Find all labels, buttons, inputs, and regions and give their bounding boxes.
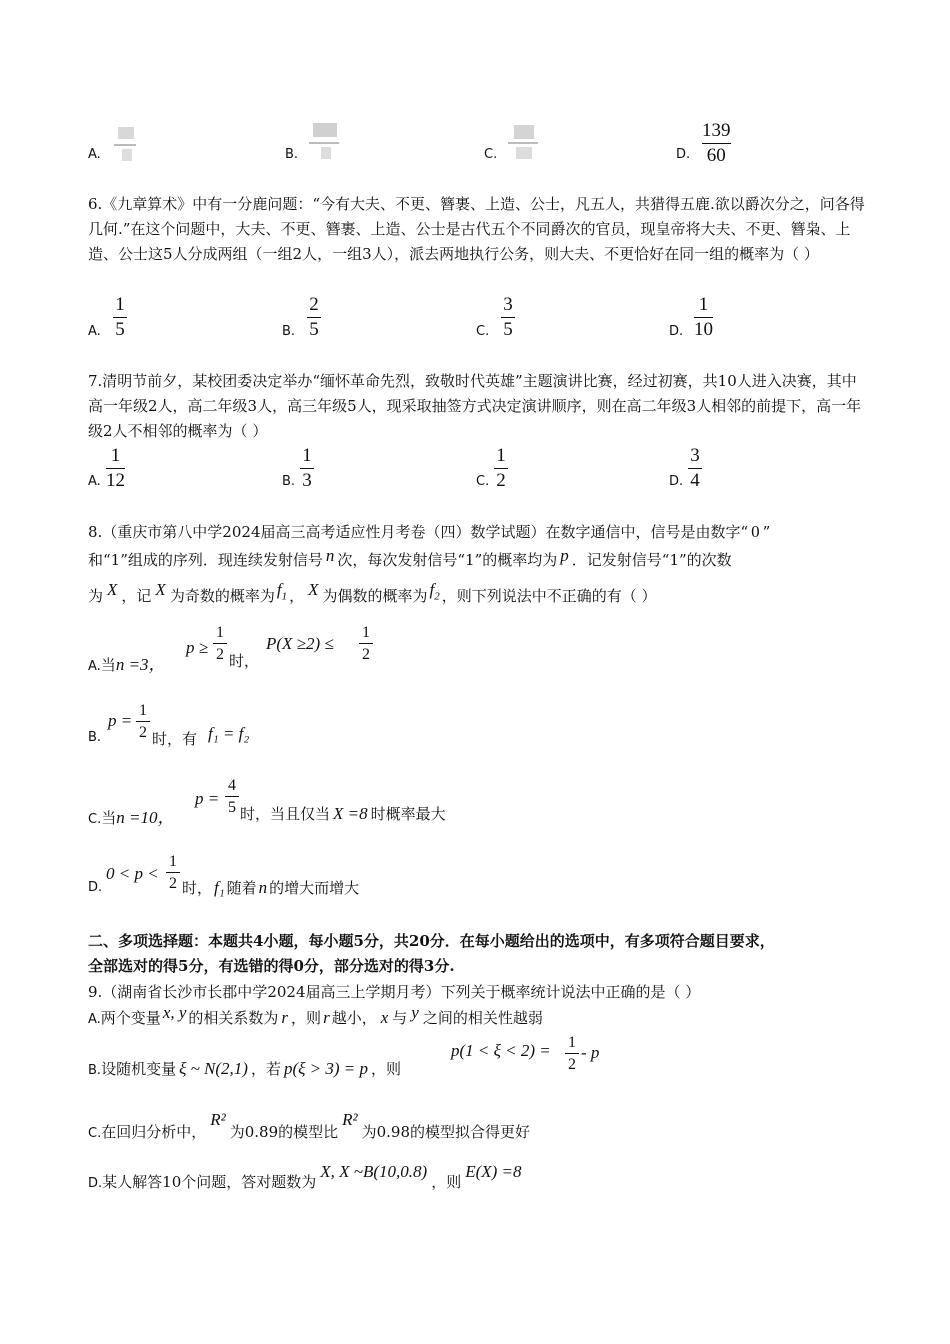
q9-option-d: D.某人解答10个问题，答对题数为X, X ~B(10,0.8)，则E(X) =8 xyxy=(88,1162,522,1191)
q9-option-a: A.两个变量 x, y 的相关系数为 r ，则 r 越小， x 与 y 之间的相关性越弱 xyxy=(88,1003,543,1027)
q8-d-fraction: 1 2 xyxy=(166,853,180,892)
q6-option-a-fraction: 1 5 xyxy=(113,295,127,340)
q8-stem-line3: 为 X ，记 X 为奇数的概率为 $f_1$ ， X 为偶数的概率为 $f_2$ ，则下列说法中不正确的有（ ） xyxy=(88,580,657,605)
q8-a-p-ge: p ≥ xyxy=(186,638,209,657)
blurred-formula-image xyxy=(110,125,138,165)
q5-option-a: A. xyxy=(88,147,101,162)
q6-option-d-label: D. xyxy=(669,324,684,339)
q8-option-b-label: B. xyxy=(88,730,102,745)
q8-option-a: A.当n =3， xyxy=(88,655,166,674)
blurred-formula-image xyxy=(307,121,341,161)
q7-option-d-fraction: 3 4 xyxy=(688,446,702,491)
q8-option-c: C.当n =10， xyxy=(88,808,175,827)
q9-option-c: C.在回归分析中，R²为0.89的模型比R²为0.98的模型拟合得更好 xyxy=(88,1110,531,1141)
q8-stem-line2: 和“1”组成的序列．现连续发射信号 n 次，每次发射信号“1”的概率均为 p ．记发射信号“1”的次数 xyxy=(88,546,732,569)
section2-heading-line1: 二、多项选择题：本题共4小题，每小题5分，共20分．在每小题给出的选项中，有多项符合题目要求， xyxy=(88,932,775,950)
q8-a-right-half: 1 2 xyxy=(359,624,373,663)
q5-option-b: B. xyxy=(285,147,298,162)
q6-option-c-fraction: 3 5 xyxy=(501,295,515,340)
q7-stem: 7.清明节前夕，某校团委决定举办“缅怀革命先烈，致敬时代英雄”主题演讲比赛，经过初赛，共10人进入决赛，其中高一年级2人，高二年级3人，高三年级5人，现采取抽签方式决定演讲顺序，则在高二年级3人相邻的前提下，高一年级2人不相邻的概率为（ ） xyxy=(88,372,862,440)
q8-b-eq: f₁ = f₂ xyxy=(208,724,250,743)
q9-b-result-tail: - p xyxy=(581,1043,600,1062)
q7-option-a-label: A. xyxy=(88,474,101,489)
q8-d-tail: 时， f₁ 随着 n 的增大而增大 xyxy=(182,878,360,897)
q8-c-fraction: 4 5 xyxy=(225,777,239,816)
q6-option-b-fraction: 2 5 xyxy=(307,295,321,340)
q8-b-p-eq: p = xyxy=(108,711,133,730)
blurred-formula-image xyxy=(506,123,540,163)
q5-option-d: D. xyxy=(676,147,691,162)
q7-option-b-fraction: 1 3 xyxy=(300,446,314,491)
section2-heading-line2: 全部选对的得5分，有选错的得0分，部分选对的得3分. xyxy=(88,957,455,975)
q8-b-half: 1 2 xyxy=(136,702,150,741)
q8-a-px: P(X ≥2) ≤ xyxy=(266,634,334,653)
q6-option-d-fraction: 1 10 xyxy=(694,294,713,340)
q8-stem-line1: 8.（重庆市第八中学2024届高三高考适应性月考卷（四）数学试题）在数字通信中，信号是由数字“ 0 ” xyxy=(88,522,771,541)
q7-option-b-label: B. xyxy=(282,474,296,489)
q6-option-a-label: A. xyxy=(88,324,101,339)
q8-c-tail: 时，当且仅当 X =8 时概率最大 xyxy=(240,804,446,823)
q5-option-c: C. xyxy=(484,147,497,162)
q6-option-c-label: C. xyxy=(476,324,490,339)
q7-option-c-fraction: 1 2 xyxy=(494,446,508,491)
q9-option-b: B.设随机变量 ξ ~ N(2,1) ，若 p(ξ > 3) = p ，则 xyxy=(88,1059,402,1078)
q9-b-result: p(1 < ξ < 2) = xyxy=(451,1041,551,1060)
q7-option-a-fraction: 1 12 xyxy=(106,445,125,491)
q7-option-c-label: C. xyxy=(476,474,490,489)
q8-a-shi: 时， xyxy=(229,652,260,670)
q9-b-fraction: 1 2 xyxy=(565,1034,579,1073)
q7-option-d-label: D. xyxy=(669,474,684,489)
q8-c-p-eq: p = xyxy=(195,789,220,808)
q8-option-d-label: D. xyxy=(88,880,103,895)
q8-a-half: 1 2 xyxy=(213,624,227,663)
q8-d-ineq: 0 < p < xyxy=(106,864,159,883)
q6-stem: 6.《九章算术》中有一分鹿问题：“今有大夫、不更、簪裹、上造、公士，凡五人，共猎得五鹿.欲以爵次分之，问各得几何.”在这个问题中，大夫、不更、簪裹、上造、公士是古代五个不同爵次的官员，现皇帝将大夫、不更、簪枭、上造、公士这5人分成两组（一组2人，一组3人），派去两地执行公务，则大夫、不更恰好在同一组的概率为（ ） xyxy=(88,195,865,263)
q9-stem: 9.（湖南省长沙市长郡中学2024届高三上学期月考）下列关于概率统计说法中正确的是（ ） xyxy=(88,983,701,1001)
q8-b-shi: 时，有 xyxy=(152,730,198,748)
q5-d-fraction: 139 60 xyxy=(702,120,731,166)
q6-option-b-label: B. xyxy=(282,324,296,339)
